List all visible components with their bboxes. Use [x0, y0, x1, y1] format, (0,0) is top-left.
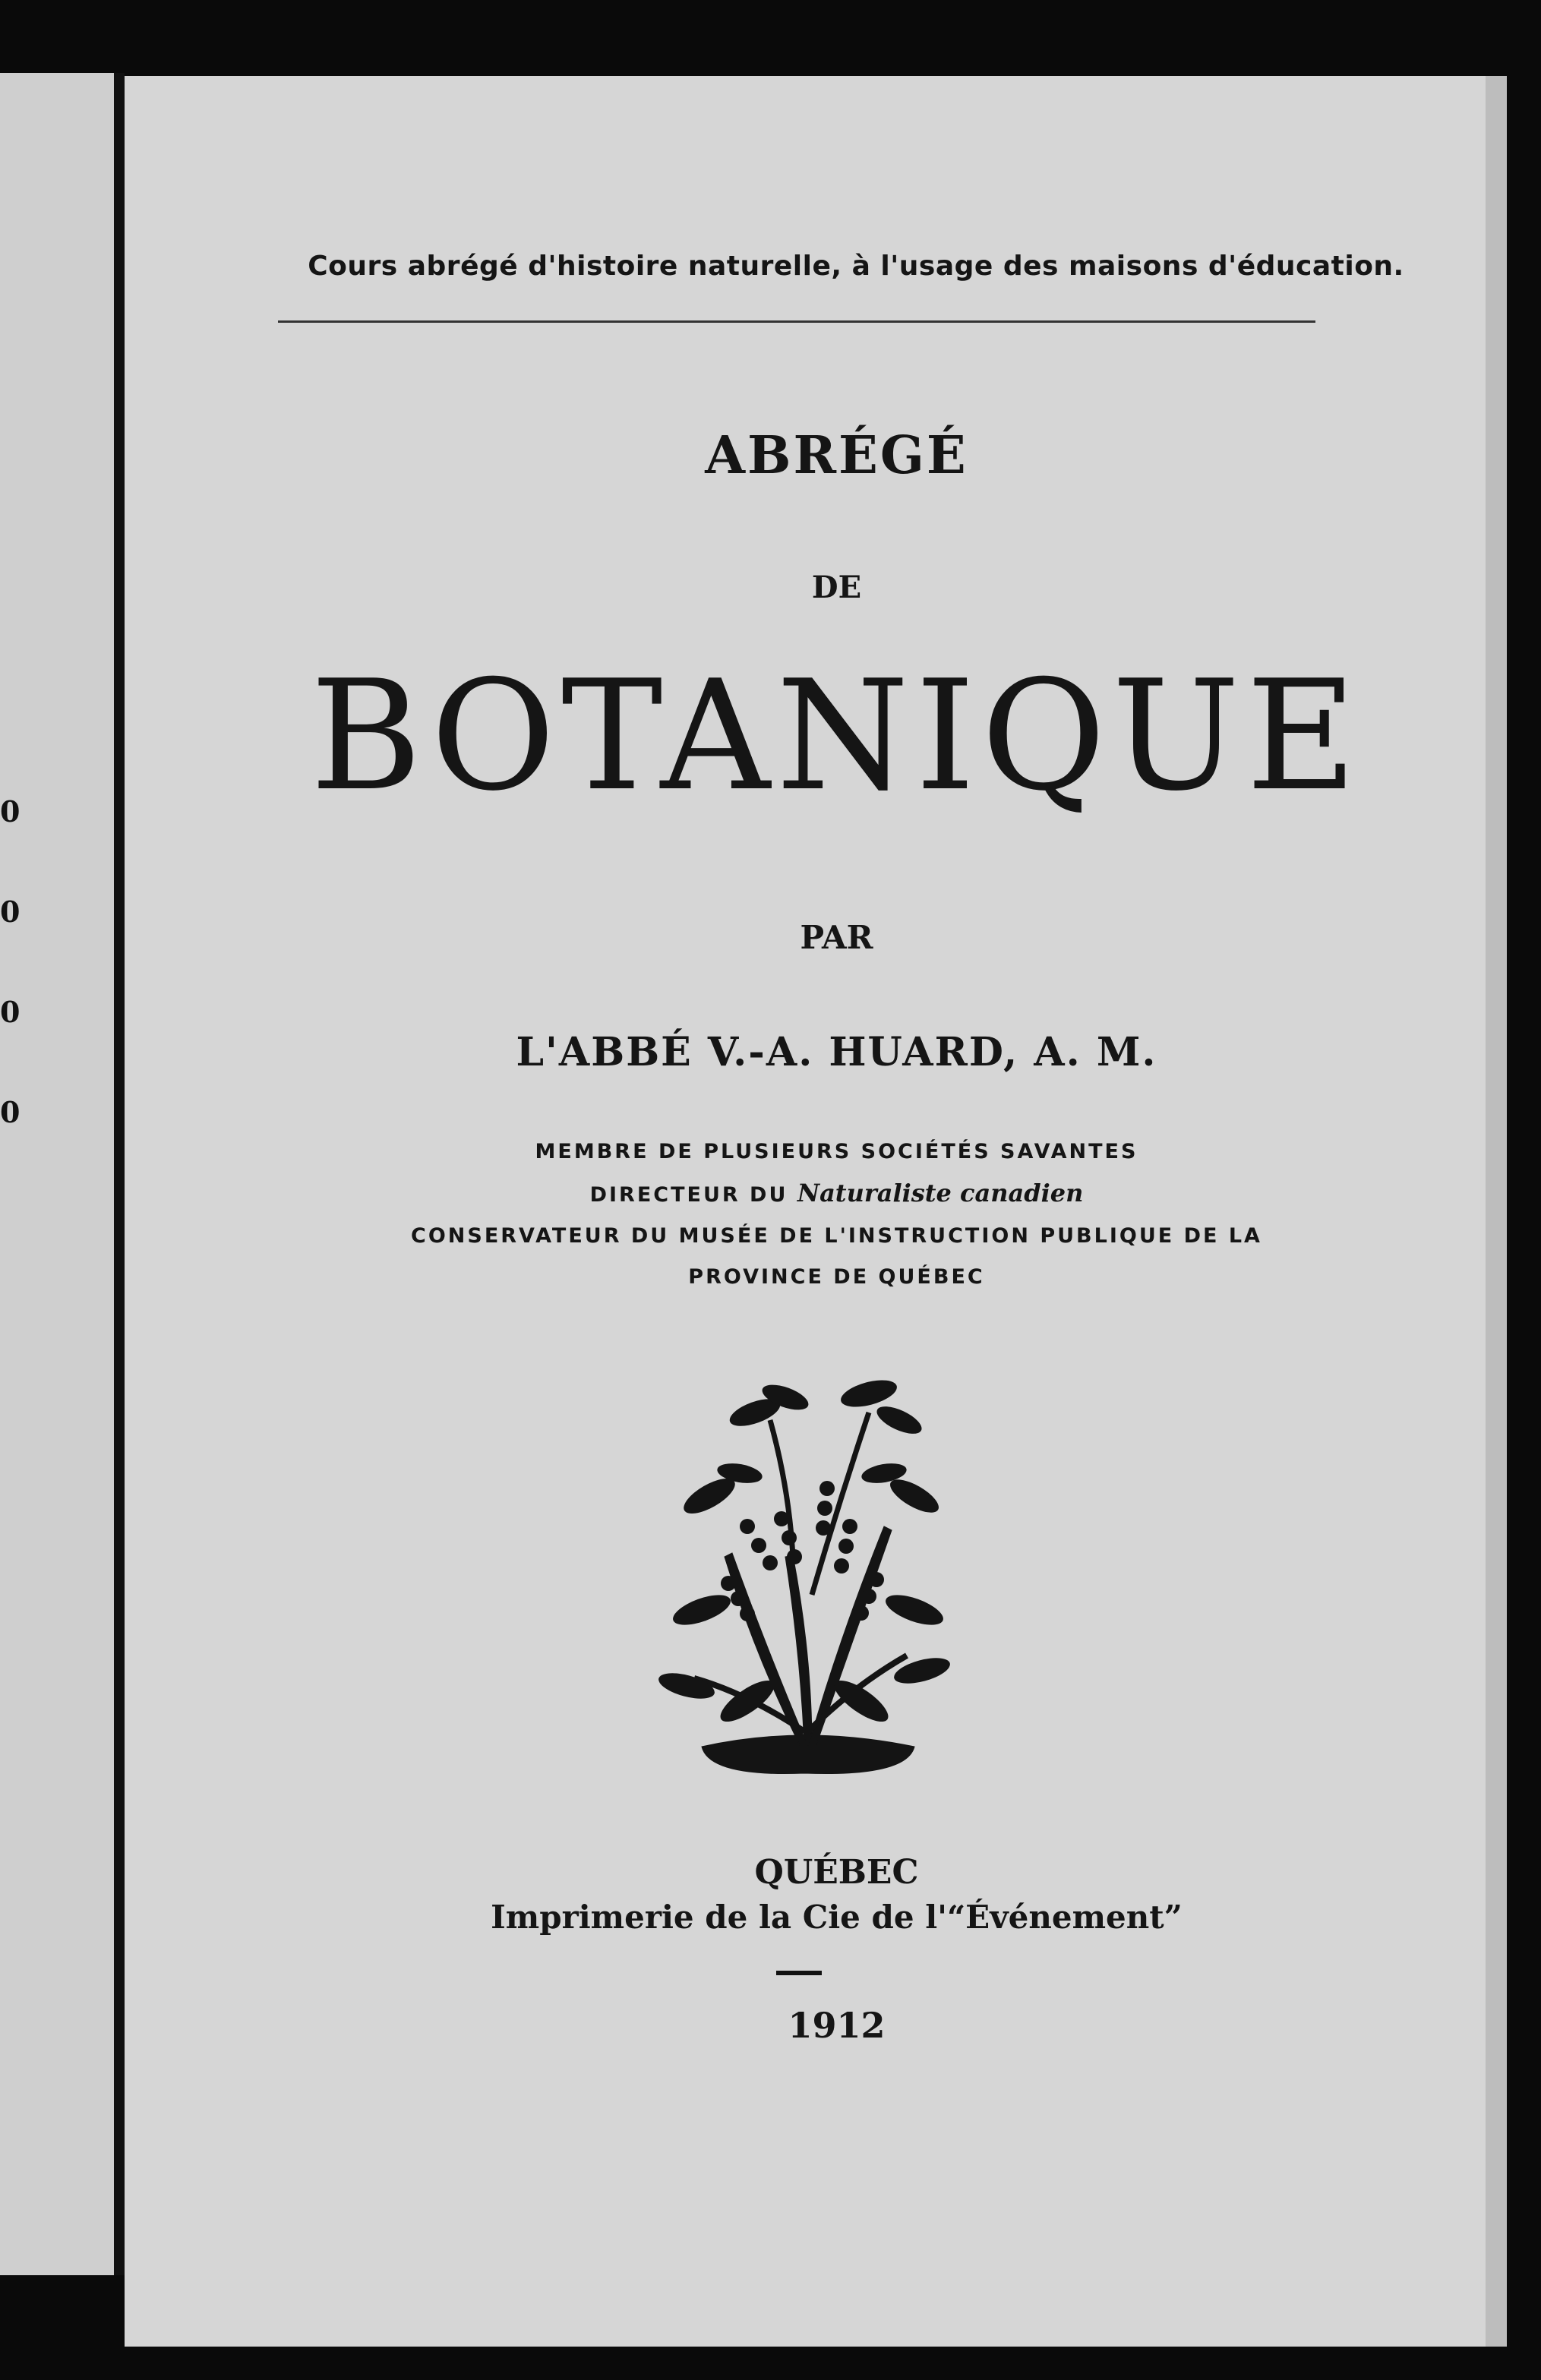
main-title: BOTANIQUE [310, 648, 1363, 825]
series-title: Cours abrégé d'histoire naturelle, à l'usage des maisons d'éducation. [308, 251, 1404, 282]
author-name: L'ABBÉ V.-A. HUARD, A. M. [516, 1029, 1157, 1075]
margin-number: 0 [0, 995, 21, 1029]
credit-line: CONSERVATEUR DU MUSÉE DE L'INSTRUCTION PUBLIQUE DE LA [411, 1224, 1262, 1248]
credit-line: MEMBRE DE PLUSIEURS SOCIÉTÉS SAVANTES [535, 1140, 1138, 1163]
header-rule [278, 320, 1315, 323]
title-page [125, 76, 1507, 2347]
margin-number: 0 [0, 794, 21, 829]
short-rule [776, 1971, 822, 1975]
printer-name: Imprimerie de la Cie de l'“Événement” [491, 1899, 1183, 1936]
plant-ornament-icon [656, 1367, 952, 1792]
facing-page-edge [0, 73, 117, 2275]
by-line: PAR [800, 919, 873, 956]
credit-prefix: DIRECTEUR DU [589, 1183, 788, 1207]
publication-year: 1912 [788, 2005, 886, 2046]
credit-line: PROVINCE DE QUÉBEC [688, 1265, 985, 1289]
margin-number: 0 [0, 895, 21, 929]
margin-number: 0 [0, 1095, 21, 1129]
journal-title: Naturaliste canadien [797, 1179, 1084, 1207]
title-middle: DE [811, 570, 862, 605]
author-credits [125, 1132, 1541, 1298]
book-gutter [114, 73, 125, 2275]
credit-line [125, 1173, 1541, 1216]
title-top: ABRÉGÉ [705, 425, 968, 486]
publication-place: QUÉBEC [754, 1853, 919, 1892]
